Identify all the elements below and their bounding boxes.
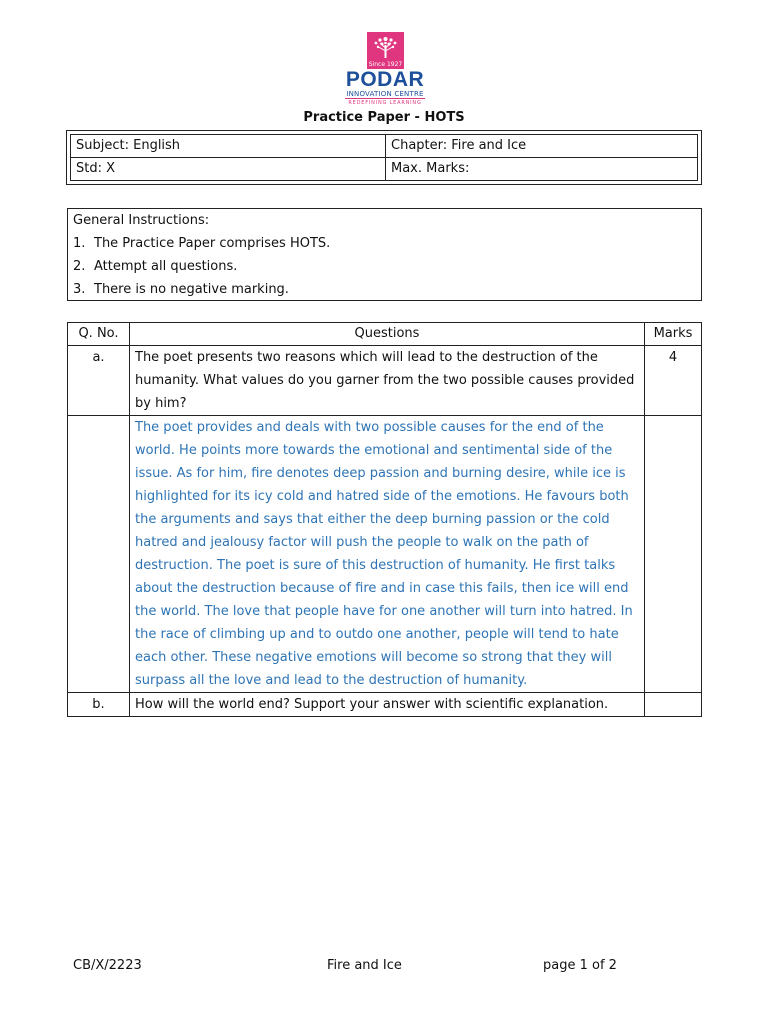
instruction-item: 3. There is no negative marking.	[73, 282, 289, 297]
logo-tagline: REDEFINING LEARNING	[348, 100, 422, 106]
question-cell: The poet presents two reasons which will lead to the destruction of the humanity. What values do you garner from the two possible causes provided by him?	[130, 346, 645, 416]
subject-cell: Subject: English	[71, 135, 386, 158]
header-qno: Q. No.	[68, 323, 130, 346]
questions-table	[67, 322, 702, 717]
qno-cell: a.	[68, 346, 130, 416]
max-marks-cell: Max. Marks:	[386, 158, 698, 181]
marks-cell	[645, 693, 702, 717]
podar-logo	[337, 32, 433, 110]
chapter-cell: Chapter: Fire and Ice	[386, 135, 698, 158]
instructions-heading: General Instructions:	[73, 213, 210, 228]
instruction-item: 1. The Practice Paper comprises HOTS.	[73, 236, 331, 251]
footer-center: Fire and Ice	[327, 958, 402, 973]
answer-cell: The poet provides and deals with two possible causes for the end of the world. He points more towards the emotional and sentimental side of the issue. As for him, fire denotes deep passion and burning desire, while ice is highlighted for its icy cold and hatred side of the emotions. He favours both the arguments and says that either the deep burning passion or the cold hatred and jealousy factor will push the people to walk on the path of destruction. The poet is sure of this destruction of humanity. He first talks about the destruction because of fire and in case this fails, then ice will end the world. The love that people have for one another will turn into hatred. In the race of climbing up and to outdo one another, people will tend to hate each other. These negative emotions will become so strong that they will surpass all the love and lead to the destruction of humanity.	[130, 416, 645, 693]
general-instructions	[67, 208, 702, 301]
logo-subtitle: INNOVATION CENTRE	[346, 90, 424, 98]
table-row	[68, 346, 702, 416]
header-questions: Questions	[130, 323, 645, 346]
logo-since-text: Since 1927	[368, 61, 403, 68]
marks-cell-empty	[645, 416, 702, 693]
header-marks: Marks	[645, 323, 702, 346]
table-header-row	[68, 323, 702, 346]
info-box	[66, 130, 702, 185]
footer-page-number: page 1 of 2	[543, 958, 617, 973]
footer-code: CB/X/2223	[73, 958, 142, 973]
table-row	[68, 693, 702, 717]
page-title: Practice Paper - HOTS	[303, 110, 465, 125]
instruction-item: 2. Attempt all questions.	[73, 259, 238, 274]
qno-cell: b.	[68, 693, 130, 717]
marks-cell: 4	[645, 346, 702, 416]
table-row	[68, 416, 702, 693]
std-cell: Std: X	[71, 158, 386, 181]
info-table	[70, 134, 698, 181]
question-cell: How will the world end? Support your answer with scientific explanation.	[130, 693, 645, 717]
logo-brand: PODAR	[345, 68, 425, 91]
qno-cell-empty	[68, 416, 130, 693]
